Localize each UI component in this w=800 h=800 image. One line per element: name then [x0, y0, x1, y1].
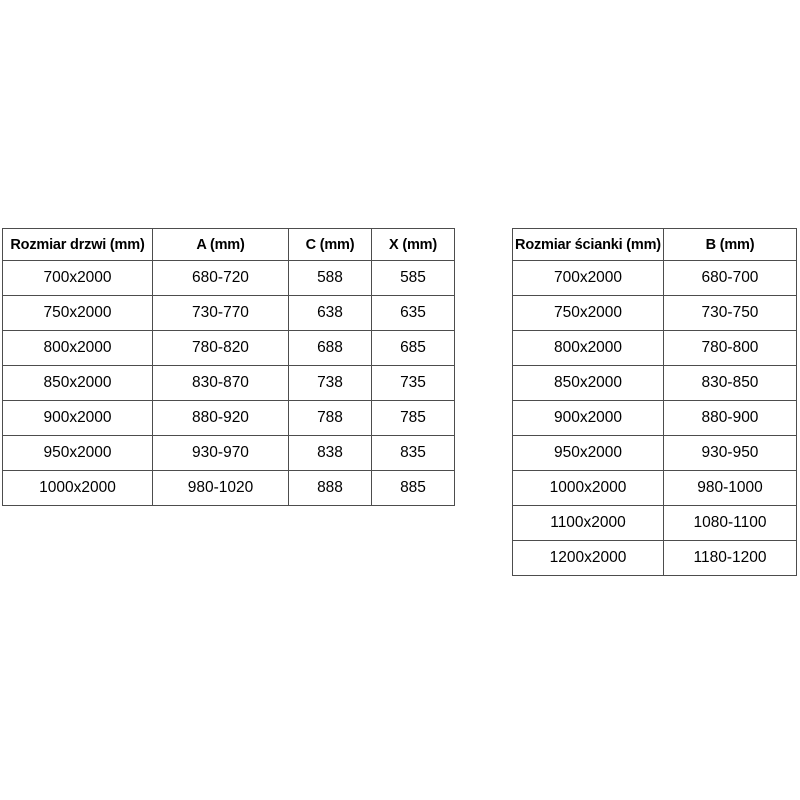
table-cell: 750x2000 [3, 296, 153, 331]
table-cell: 838 [289, 436, 372, 471]
table-cell: 1000x2000 [3, 471, 153, 506]
table-row [3, 331, 455, 366]
table-cell: 1200x2000 [513, 541, 664, 576]
table-cell: 900x2000 [3, 401, 153, 436]
wall-panel-size-table-head [513, 229, 797, 261]
table-cell: 738 [289, 366, 372, 401]
table-row [3, 261, 455, 296]
table-row [3, 471, 455, 506]
header-cell: B (mm) [664, 229, 797, 261]
table-cell: 635 [372, 296, 455, 331]
table-cell: 850x2000 [3, 366, 153, 401]
table-row [513, 331, 797, 366]
table-cell: 730-750 [664, 296, 797, 331]
table-row [3, 296, 455, 331]
header-row [513, 229, 797, 261]
table-cell: 585 [372, 261, 455, 296]
header-cell: A (mm) [153, 229, 289, 261]
table-cell: 888 [289, 471, 372, 506]
table-cell: 788 [289, 401, 372, 436]
header-cell: Rozmiar ścianki (mm) [513, 229, 664, 261]
table-cell: 680-700 [664, 261, 797, 296]
table-cell: 1100x2000 [513, 506, 664, 541]
table-cell: 900x2000 [513, 401, 664, 436]
table-cell: 830-870 [153, 366, 289, 401]
table-cell: 830-850 [664, 366, 797, 401]
table-cell: 850x2000 [513, 366, 664, 401]
wall-panel-size-table [512, 228, 797, 576]
table-row [3, 436, 455, 471]
table-cell: 930-970 [153, 436, 289, 471]
table-cell: 735 [372, 366, 455, 401]
table-cell: 1080-1100 [664, 506, 797, 541]
table-cell: 750x2000 [513, 296, 664, 331]
table-row [513, 296, 797, 331]
table-cell: 800x2000 [3, 331, 153, 366]
table-row [513, 541, 797, 576]
table-cell: 685 [372, 331, 455, 366]
table-cell: 700x2000 [3, 261, 153, 296]
table-row [513, 401, 797, 436]
door-size-table-head [3, 229, 455, 261]
wall-panel-size-table-body [513, 261, 797, 576]
header-cell: X (mm) [372, 229, 455, 261]
table-cell: 785 [372, 401, 455, 436]
header-row [3, 229, 455, 261]
table-cell: 1000x2000 [513, 471, 664, 506]
table-row [513, 506, 797, 541]
table-cell: 835 [372, 436, 455, 471]
table-cell: 930-950 [664, 436, 797, 471]
table-row [3, 401, 455, 436]
table-cell: 700x2000 [513, 261, 664, 296]
table-row [513, 261, 797, 296]
table-row [513, 366, 797, 401]
table-cell: 638 [289, 296, 372, 331]
table-cell: 950x2000 [3, 436, 153, 471]
table-cell: 780-820 [153, 331, 289, 366]
table-cell: 880-920 [153, 401, 289, 436]
table-cell: 885 [372, 471, 455, 506]
table-cell: 588 [289, 261, 372, 296]
table-cell: 730-770 [153, 296, 289, 331]
table-cell: 880-900 [664, 401, 797, 436]
table-cell: 688 [289, 331, 372, 366]
table-cell: 800x2000 [513, 331, 664, 366]
table-cell: 980-1020 [153, 471, 289, 506]
table-row [513, 436, 797, 471]
door-size-table [2, 228, 455, 506]
table-cell: 1180-1200 [664, 541, 797, 576]
table-cell: 950x2000 [513, 436, 664, 471]
table-row [3, 366, 455, 401]
door-size-table-body [3, 261, 455, 506]
header-cell: C (mm) [289, 229, 372, 261]
table-row [513, 471, 797, 506]
table-cell: 780-800 [664, 331, 797, 366]
table-cell: 680-720 [153, 261, 289, 296]
header-cell: Rozmiar drzwi (mm) [3, 229, 153, 261]
table-cell: 980-1000 [664, 471, 797, 506]
